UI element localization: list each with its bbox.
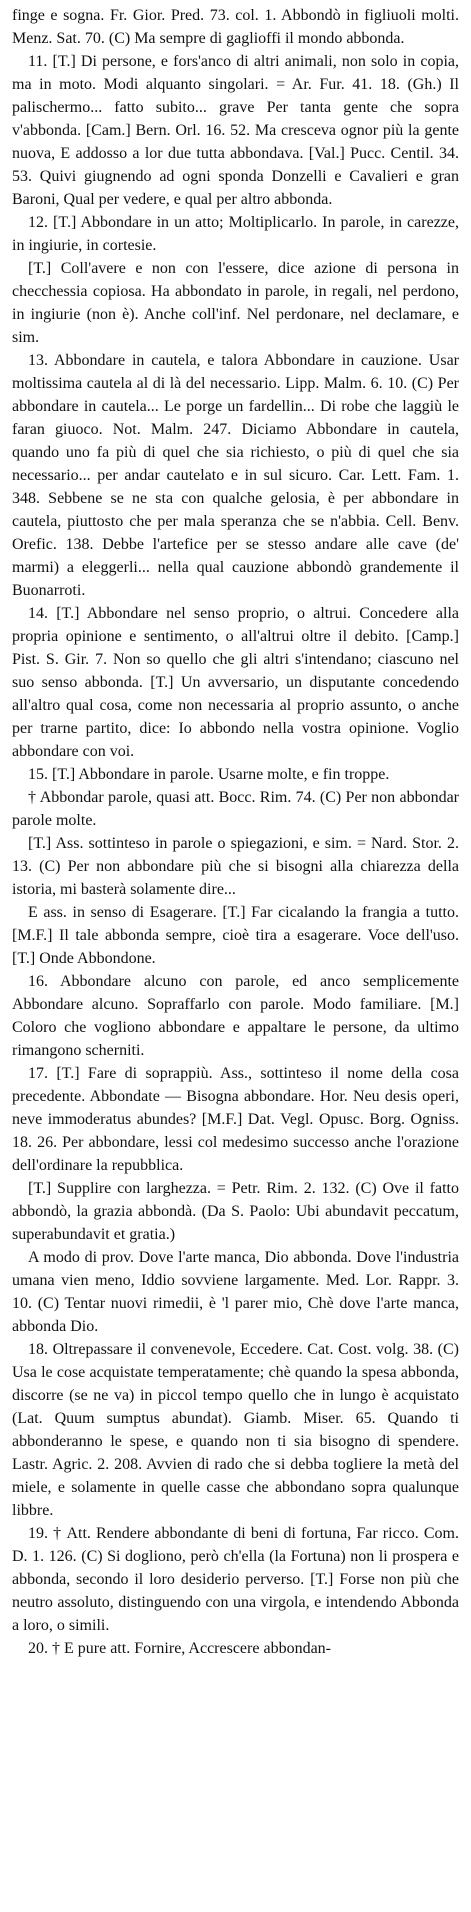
- entry-continuation: finge e sogna. Fr. Gior. Pred. 73. col. 1. Abbondò in figliuoli molti. Menz. Sat. 70. (C) Ma sempre di gaglioffi il mondo abbonda.: [12, 7, 459, 47]
- entry-18: 18. Oltrepassare il convenevole, Eccedere. Cat. Cost. volg. 38. (C) Usa le cose acquistate temperatamente; chè quando la spesa abbonda, discorre (se ne va) in piccol tempo quello che in lungo è acquistato (Lat. Quum sumptus abundat). Giamb. Miser. 65. Quando ti abbonderanno le spese, e quando non ti sia bisogno di spendere. Lastr. Agric. 2. 208. Avvien di rado che si debba togliere la metà del miele, e solamente in quelle casse che abbondano sopra qualunque libbre.: [12, 1341, 459, 1519]
- entry-16: 16. Abbondare alcuno con parole, ed anco semplicemente Abbondare alcuno. Sopraffarlo con parole. Modo familiare. [M.] Coloro che vogliono abbondare e appaltare le persone, da ultimo rimangono scherniti.: [12, 973, 459, 1059]
- entry-20: 20. † E pure att. Fornire, Accrescere abbondan-: [28, 1640, 331, 1657]
- entry-14: 14. [T.] Abbondare nel senso proprio, o altrui. Concedere alla propria opinione e sentimento, o all'altrui oltre il debito. [Camp.] Pist. S. Gir. 7. Non so quello che gli altri s'intendano; ciascuno nel suo senso abbonda. [T.] Un avversario, un disputante concedendo all'altro qual cosa, come non necessaria al proprio assunto, o anche per trarne partito, dice: Io abbondo nella vostra opinione. Voglio abbondare con voi.: [12, 605, 459, 760]
- entry-15: 15. [T.] Abbondare in parole. Usarne molte, e fin troppe.: [28, 766, 390, 783]
- entry-19: 19. † Att. Rendere abbondante di beni di fortuna, Far ricco. Com. D. 1. 126. (C) Si dogliono, però ch'ella (la Fortuna) non li prospera e abbonda, secondo il loro desiderio perverso. [T.] Forse non più che neutro assoluto, distinguendo con una virgola, e intendendo Abbonda a loro, o simili.: [12, 1525, 459, 1634]
- entry-17-sub-b: A modo di prov. Dove l'arte manca, Dio abbonda. Dove l'industria umana vien meno, Iddio sovviene largamente. Med. Lor. Rappr. 3. 10. (C) Tentar nuovi rimedii, è 'l parer mio, Chè dove l'arte manca, abbonda Dio.: [12, 1249, 459, 1335]
- dictionary-text-column: [12, 4, 459, 1660]
- entry-17: 17. [T.] Fare di soprappiù. Ass., sottinteso il nome della cosa precedente. Abbondate — Bisogna abbondare. Hor. Neu desis operi, neve immoderatus abundes? [M.F.] Dat. Vegl. Opusc. Borg. Ogniss. 18. 26. Per abbondare, lessi col medesimo successo anche l'orazione dell'ordinare la repubblica.: [12, 1065, 459, 1174]
- entry-12: 12. [T.] Abbondare in un atto; Moltiplicarlo. In parole, in carezze, in ingiurie, in cortesie.: [12, 214, 459, 254]
- entry-15-sub-c: E ass. in senso di Esagerare. [T.] Far cicalando la frangia a tutto. [M.F.] Il tale abbonda sempre, cioè tira a esagerare. Voce dell'uso. [T.] Onde Abbondone.: [12, 904, 459, 967]
- entry-13: 13. Abbondare in cautela, e talora Abbondare in cauzione. Usar moltissima cautela al di là del necessario. Lipp. Malm. 6. 10. (C) Per abbondare in cautela... Le porge un fardellin... Di robe che laggiù le faran giuoco. Not. Malm. 247. Diciamo Abbondare in cautela, quando uno fa più di quel che sia richiesto, o più di quel che sia necessario... per andar cautelato e in sul sicuro. Car. Lett. Fam. 1. 348. Sebbene se ne sta con qualche gelosia, è per abbondare in cautela, piuttosto che per mala speranza che se n'abbia. Cell. Benv. Orefic. 138. Debbe l'artefice per se stesso andare alle cave (de' marmi) a eleggerli... nella qual cauzione abbondò grandemente il Buonarroti.: [12, 352, 459, 599]
- entry-15-sub-a: † Abbondar parole, quasi att. Bocc. Rim. 74. (C) Per non abbondar parole molte.: [12, 789, 459, 829]
- entry-17-sub-a: [T.] Supplire con larghezza. = Petr. Rim. 2. 132. (C) Ove il fatto abbondò, la grazia abbondà. (Da S. Paolo: Ubi abundavit peccatum, superabundavit et gratia.): [12, 1180, 459, 1243]
- entry-12-sub: [T.] Coll'avere e non con l'essere, dice azione di persona in checchessia copiosa. Ha abbondato in parole, in regali, nel perdono, in ingiurie (non è). Anche coll'inf. Nel perdonare, nel declamare, e sim.: [12, 260, 459, 346]
- entry-11: 11. [T.] Di persone, e fors'anco di altri animali, non solo in copia, ma in moto. Modi alquanto singolari. = Ar. Fur. 41. 18. (Gh.) Il palischermo... fatto subito... grave Per tanta gente che sopra v'abbonda. [Cam.] Bern. Orl. 16. 52. Ma cresceva ognor più la gente nuova, E addosso a lor due tutta abbondava. [Val.] Pucc. Centil. 34. 53. Quivi giugnendo ad ogni sponda Donzelli e Cavalieri e gran Baroni, Qual per vedere, e qual per altro abbonda.: [12, 53, 459, 208]
- entry-15-sub-b: [T.] Ass. sottinteso in parole o spiegazioni, e sim. = Nard. Stor. 2. 13. (C) Per non abbondare più che si bisogni alla chiarezza della istoria, mi basterà solamente dire...: [12, 835, 459, 898]
